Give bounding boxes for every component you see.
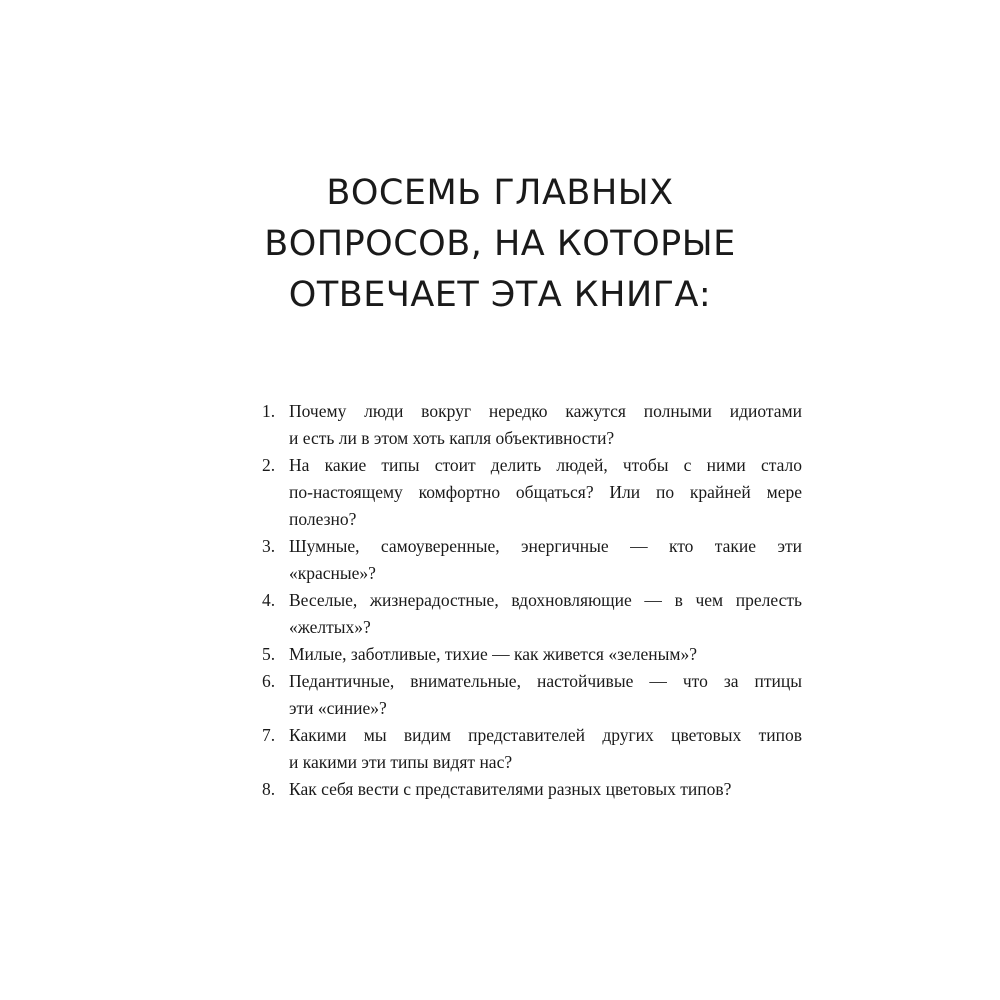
item-number: 7.	[262, 725, 276, 745]
list-item	[262, 587, 802, 641]
item-text	[289, 776, 802, 803]
item-number: 5.	[262, 644, 276, 664]
item-text	[289, 533, 802, 587]
item-text	[289, 452, 802, 533]
item-line: Как себя вести с представителями разных цветовых типов?	[289, 779, 732, 799]
title-line: ВОСЕМЬ ГЛАВНЫХ	[326, 173, 674, 213]
list-item	[262, 668, 802, 722]
item-text	[289, 722, 802, 776]
list-item	[262, 452, 802, 533]
item-line: Милые, заботливые, тихие — как живется «зеленым»?	[289, 644, 697, 664]
list-item	[262, 641, 802, 668]
item-line: эти «синие»?	[289, 698, 387, 718]
list-item	[262, 533, 802, 587]
item-number: 3.	[262, 536, 276, 556]
item-line: Шумные, самоуверенные, энергичные — кто такие эти	[289, 536, 802, 556]
questions-list	[262, 398, 802, 803]
item-line: и какими эти типы видят нас?	[289, 752, 513, 772]
item-line: по-настоящему комфортно общаться? Или по крайней мере	[289, 482, 802, 502]
item-number: 4.	[262, 590, 276, 610]
list-item	[262, 776, 802, 803]
title-line: ОТВЕЧАЕТ ЭТА КНИГА:	[288, 275, 712, 315]
item-number: 1.	[262, 401, 276, 421]
item-line: и есть ли в этом хоть капля объективности?	[289, 428, 615, 448]
item-line: На какие типы стоит делить людей, чтобы с ними стало	[289, 455, 802, 475]
item-text	[289, 641, 802, 668]
item-line: полезно?	[289, 509, 357, 529]
item-number: 6.	[262, 671, 276, 691]
item-line: Почему люди вокруг нередко кажутся полными идиотами	[289, 401, 802, 421]
item-line: «желтых»?	[289, 617, 371, 637]
item-line: Какими мы видим представителей других цветовых типов	[289, 725, 802, 745]
title-line: ВОПРОСОВ, НА КОТОРЫЕ	[264, 224, 736, 264]
list-item	[262, 722, 802, 776]
item-number: 8.	[262, 779, 276, 799]
item-line: Педантичные, внимательные, настойчивые — что за птицы	[289, 671, 802, 691]
item-line: «красные»?	[289, 563, 376, 583]
item-line: Веселые, жизнерадостные, вдохновляющие — в чем прелесть	[289, 590, 802, 610]
item-text	[289, 398, 802, 452]
list-item	[262, 398, 802, 452]
item-text	[289, 587, 802, 641]
page-title	[0, 168, 1000, 321]
item-number: 2.	[262, 455, 276, 475]
item-text	[289, 668, 802, 722]
